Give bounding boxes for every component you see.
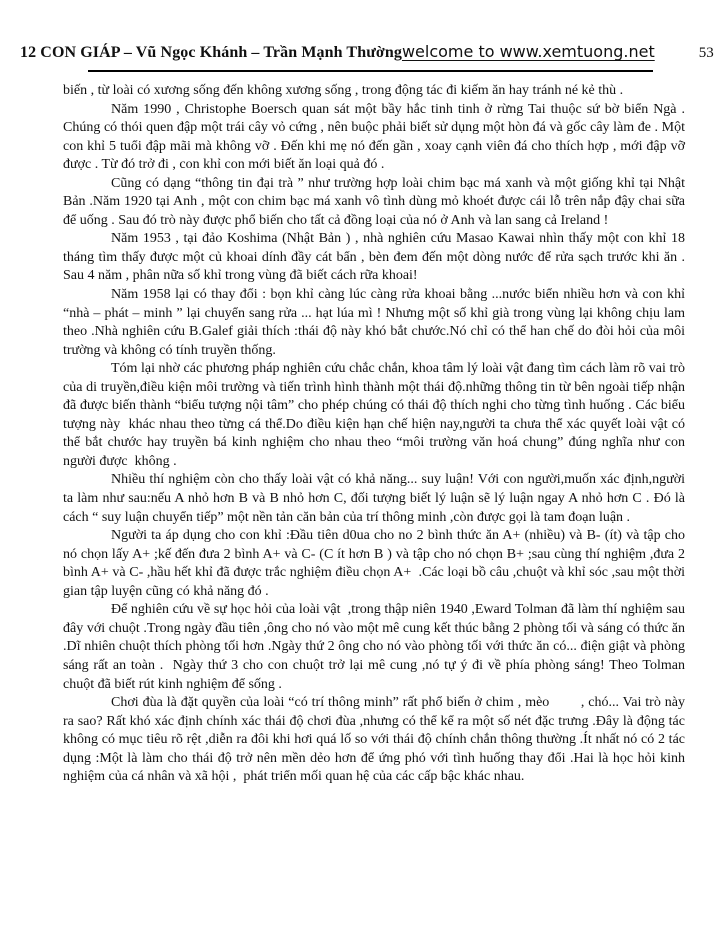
body-paragraph: Năm 1953 , tại đảo Koshima (Nhật Bản ) , nhà nghiên cứu Masao Kawai nhìn thấy một con khỉ 18 tháng tìm thấy được một củ khoai dính đầy cát bẩn , bèn đem đến một dòng nước để rửa sạch trước khi ăn . Sau 4 năm , phân nữa số khỉ trong vùng đã biết cách rữa khoai! — [63, 231, 689, 284]
body-paragraph: Cũng có dạng “thông tin đại trà ” như trường hợp loài chim bạc má xanh và một giống khỉ tại Nhật Bản .Năm 1920 tại Anh , một con chim bạc má xanh vô tình dùng mỏ khoét được cái lỗ trên nắp đậy chai sữa để uống . Sau đó trò này được phổ biến cho tất cả đồng loại của nó ở Anh và lan sang cả Ireland ! — [63, 175, 689, 228]
body-paragraph: Người ta áp dụng cho con khỉ :Đầu tiên d0ua cho no 2 bình thức ăn A+ (nhiều) và B- (ít) và tập cho nó chọn lấy A+ ;kế đến đưa 2 bình A+ và C- (C ít hơn B ) và tập cho nó chọn B+ ;sau cùng thí nghiệm ,đưa 2 bình A+ và C- ,hầu hết khỉ đã được trắc nghiệm điều chọn A+ .Các loại bồ câu ,chuột và khỉ sóc ,sau một thời gian tập luyện cũng có khả năng đó . — [63, 528, 689, 599]
page-number: 53 — [698, 45, 714, 61]
body-paragraph: Nhiều thí nghiệm còn cho thấy loài vật có khả năng... suy luận! Với con người,muốn xác định,người ta làm như sau:nếu A nhỏ hơn B và B nhỏ hơn C, đối tượng biết lý luận sẽ lý luận ngay A nhỏ hơn C . Đó là cách “ suy luận chuyển tiếp” một nền tản căn bản của trí thông minh ,còn được gọi là tam đoạn luận . — [63, 472, 689, 525]
body-paragraph: Để nghiên cứu về sự học hỏi của loài vật ,trong thập niên 1940 ,Eward Tolman đã làm thí nghiệm sau đây với chuột .Trong ngày đầu tiên ,ông cho nó vào một mê cung kết thúc bằng 2 phòng tối và sáng có thức ăn .Dĩ nhiên chuột thích phòng tối hơn .Ngày thứ 2 ông cho nó vào phòng tối với thức ăn có... điện giật và phòng sáng rất an toàn . Ngày thứ 3 cho con chuột trở lại mê cung ,nó tự ý đi về phía phòng sáng! Theo Tolman chuột đã biết rút kinh nghiệm để sống . — [63, 602, 689, 692]
book-title: 12 CON GIÁP – Vũ Ngọc Khánh – Trần Mạnh Thường — [20, 44, 402, 61]
body-paragraph: Tóm lại nhờ các phương pháp nghiên cứu chắc chắn, khoa tâm lý loài vật đang tìm cách làm rõ vai trò của di truyền,điều kiện môi trường và tiến trình hình thành một thái độ.những thông tin từ bên ngoài tiếp nhận đã được biến thành “biểu tượng nội tâm” cho phép chúng có thái độ thích nghi cho từng tình huống . Các biểu tượng này khác nhau theo từng cá thể.Do điều kiện hạn chế hiện nay,người ta chưa thể xác quyết loài vật có thể bắt chước hay truyền bá kinh nghiệm cho nhau theo “môi trường văn hoá chung” đúng nghĩa như con người được không . — [63, 361, 689, 469]
body-paragraph: biến , từ loài có xương sống đến không xương sống , trong động tác đi kiếm ăn hay tránh né kẻ thù . — [63, 83, 624, 98]
body-paragraph: Năm 1958 lại có thay đổi : bọn khỉ càng lúc càng rửa khoai bằng ...nước biển nhiều hơn và con khỉ “nhà – phát – minh ” lại chuyển sang rửa ... hạt lúa mì ! Nhưng một số khỉ già trong vùng lại không chịu lam theo .Nhà nghiên cứu B.Galef giải thích :thái độ này khó bắt chước.Nó chỉ có thể han chế do đòi hỏi của môi trường và không có tính truyền thống. — [63, 287, 689, 358]
body-text — [63, 82, 689, 787]
site-link[interactable]: welcome to www.xemtuong.net — [401, 42, 655, 61]
body-paragraph: Năm 1990 , Christophe Boersch quan sát một bầy hắc tinh tinh ở rừng Tai thuộc sứ bờ biển Ngà . Chúng có thói quen đập một trái cây vỏ cứng , nên buộc phải biết sử dụng một hòn đá và gốc cây làm đe . Một con khỉ 5 tuổi đập mãi mà không vỡ . Đến khi mẹ nó đến gần , xoay cạnh viên đá cho thích hợp , mới đập vỡ được . Từ đó trở đi , con khỉ con mới biết ăn loại quả đó . — [63, 101, 689, 173]
body-paragraph: Chơi đùa là đặt quyền của loài “có trí thông minh” rất phổ biến ở chim , mèo , chó... Vai trò này ra sao? Rất khó xác định chính xác thái độ chơi đùa ,nhưng có thể kể ra một số nét đặc trưng .Đây là động tác không có mục tiêu rõ rệt ,diễn ra đôi khi hơi quá lố so với thái độ chính chắn thông thường .Ít nhất nó có 2 tác dụng :Một là làm cho thái độ trở nên mền dẻo hơn để ứng phó với tình huống thay đổi .Hai là học hỏi kinh nghiệm của cá nhân và xã hội , phát triển mối quan hệ của các cấp bậc khác nhau. — [63, 695, 689, 785]
header-divider — [88, 70, 653, 72]
page-header — [20, 42, 714, 62]
